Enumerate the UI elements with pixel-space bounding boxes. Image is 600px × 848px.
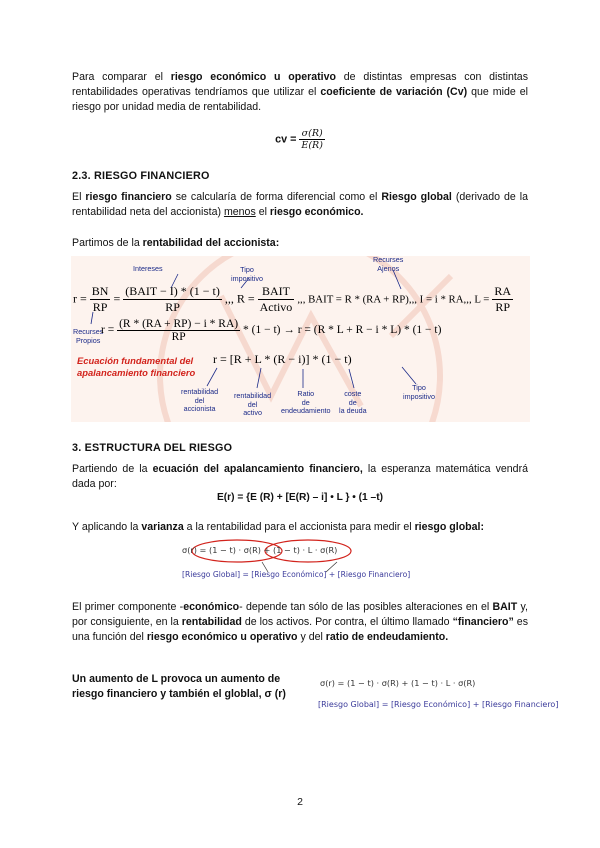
label-ratio-endeudamiento: Ratio de endeudamiento — [281, 389, 331, 415]
section-heading-estructura-riesgo: 3. ESTRUCTURA DEL RIESGO — [72, 442, 233, 454]
label-coste-deuda: coste de la deuda — [339, 389, 367, 415]
label-recursos-propios: Recurses Propios — [73, 327, 104, 345]
apalancamiento-figure — [71, 256, 530, 422]
intro-paragraph: Para comparar el riesgo económico u operativo de distintas empresas con distintas rentabilidades operativas tendríamos que utilizar el coeficiente de variación (Cv) que mide el riesgo por unidad media de rentabilidad. — [72, 71, 529, 113]
expected-return-formula: E(r) = {E (R) + [E(R) – i] • L } • (1 –t) — [216, 492, 383, 503]
label-tipo-impositivo-2: Tipo impositivo — [403, 383, 435, 401]
sigma-label-1: [Riesgo Global] = [Riesgo Económico] + [Riesgo Financiero] — [182, 570, 411, 579]
primer-componente-paragraph: El primer componente -económico- depende tan sólo de las posibles alteraciones en el BAIT y, por consiguiente, en la rentabilidad de los activos. Por contra, el último llamado “financiero” es una función del riesgo económico u operativo y del ratio de endeudamiento. — [72, 601, 528, 643]
label-rentabilidad-activo: rentabilidad del activo — [234, 391, 272, 417]
sigma-equation-2: σ(r) = (1 − t) · σ(R) + (1 − t) · L · σ(R) — [320, 678, 476, 688]
cv-formula: cv = $\frac{\sigma(R)}{E(R)}$ — [275, 128, 323, 151]
label-tipo-impositivo: Tipo impositivo — [231, 265, 263, 283]
aumento-text: Un aumento de L provoca un aumento de riesgo financiero y también el globlal, σ (r) — [72, 673, 286, 700]
equation-3: r = [R + L * (R − i)] * (1 − t) — [213, 352, 352, 366]
riesgo-financiero-paragraph: El riesgo financiero se calcularía de forma diferencial como el Riesgo global (derivado de la rentabilidad neta del accionista) menos el riesgo económico. — [72, 191, 528, 218]
sigma-label-2: [Riesgo Global] = [Riesgo Económico] + [Riesgo Financiero] — [318, 700, 559, 709]
sigma-figure-1 — [182, 538, 432, 584]
label-recursos-ajenos: Recurses Ajenos — [373, 256, 404, 273]
partiendo-paragraph: Partiendo de la ecuación del apalancamiento financiero, la esperanza matemática vendrá dada por: — [72, 463, 528, 490]
varianza-paragraph: Y aplicando la varianza a la rentabilidad para el accionista para medir el riesgo global: — [72, 521, 485, 533]
partimos-paragraph: Partimos de la rentabilidad del accionista: — [72, 237, 280, 249]
page-number: 2 — [297, 796, 303, 808]
ecuacion-fundamental-label: Ecuación fundamental del apalancamiento financiero — [77, 355, 196, 378]
equation-2: r = $\frac{(R * (RA + RP) - i * RA)}{RP}$ * (1 − t) → r = (R * L + R − i * L) * (1 − t) — [101, 318, 442, 343]
label-intereses: Intereses — [133, 264, 163, 273]
sigma-equation-1: σ(r) = (1 − t) · σ(R) + (1 − t) · L · σ(R) — [182, 545, 338, 555]
equation-1: r = $\frac{BN}{RP}$ = $\frac{\text{(BAIT − I) * (1 − t)}}{RP}$ ,,, R = $\frac{\text{BAIT}}{\text{Activo}}$ ,,, BAIT = R * (RA + RP),,, I = i * RA,,, L = $\frac{RA}{RP}$ — [73, 284, 512, 314]
label-rentabilidad-accionista: rentabilidad del accionista — [181, 387, 219, 413]
section-heading-riesgo-financiero: 2.3. RIESGO FINANCIERO — [72, 170, 210, 182]
